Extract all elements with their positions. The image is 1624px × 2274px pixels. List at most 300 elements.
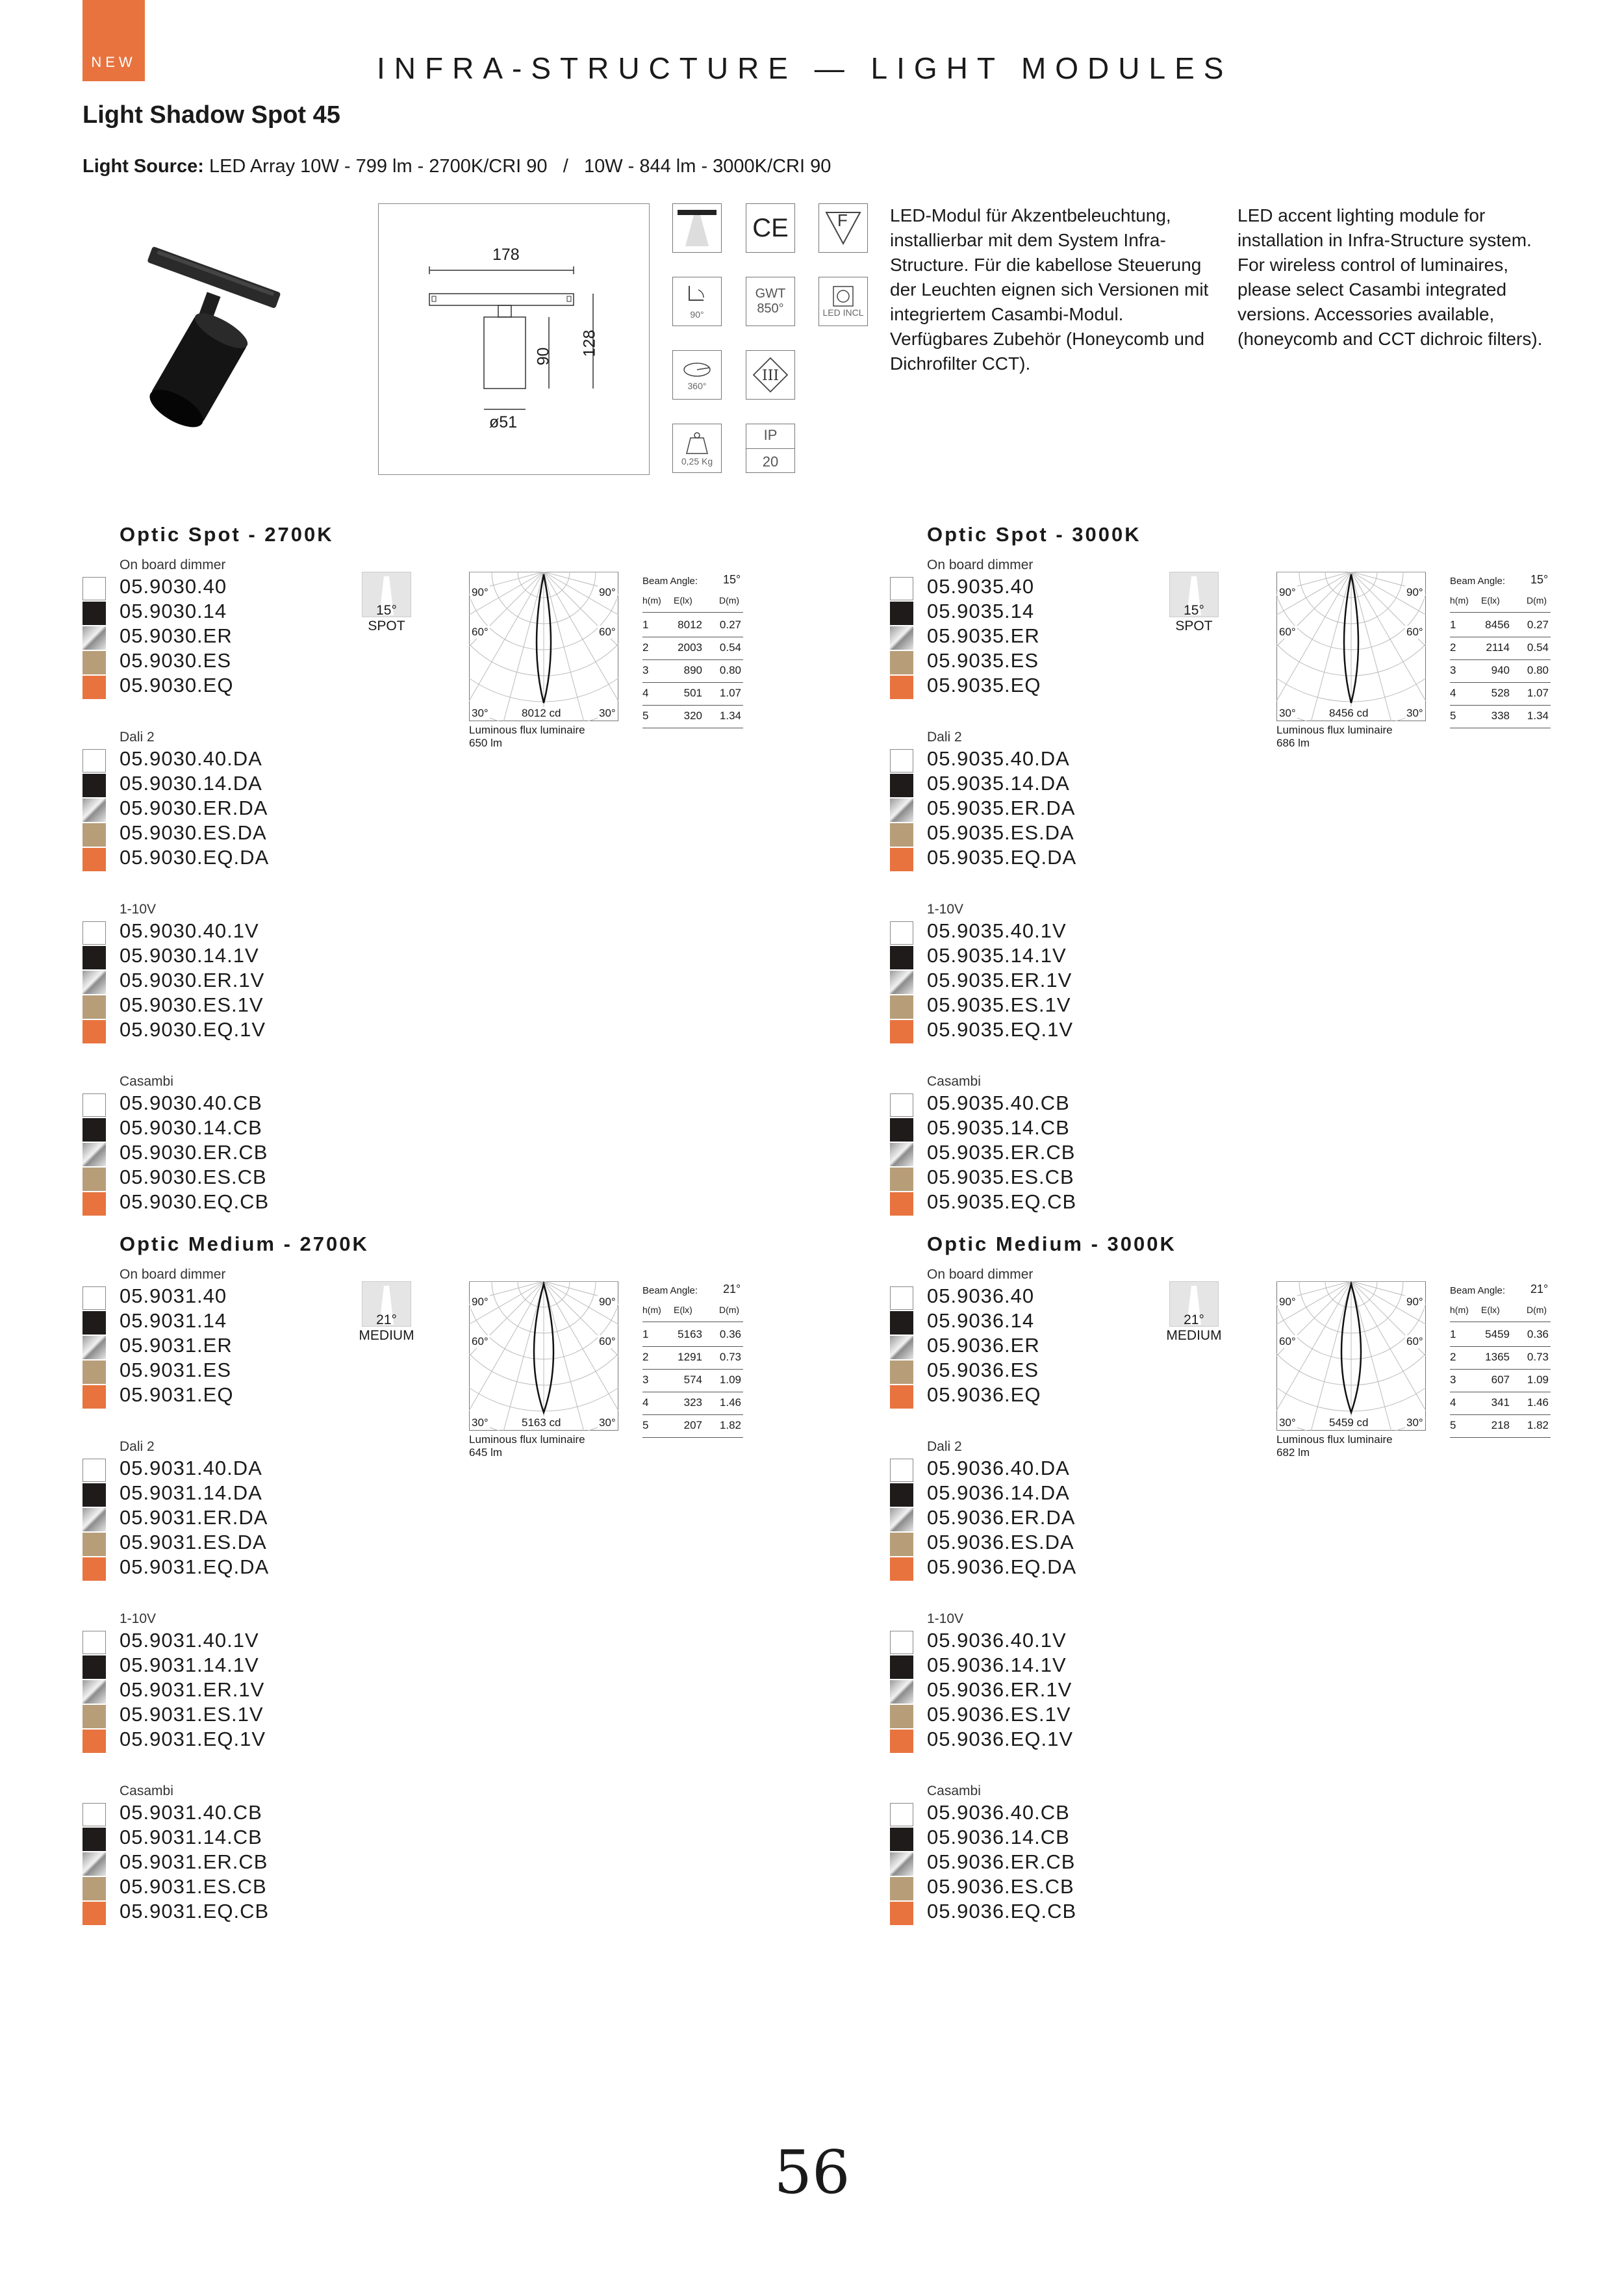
table-cell: 940 <box>1491 664 1510 676</box>
product-code-row <box>82 1900 407 1924</box>
beam-angle-number: 15° <box>1530 573 1549 586</box>
product-code-row <box>890 797 1215 821</box>
polar-label-90-left: 90° <box>1279 1296 1296 1308</box>
luminous-flux-value: 645 lm <box>469 1446 503 1459</box>
table-row <box>642 1347 743 1370</box>
product-code-row <box>82 1359 407 1383</box>
ce-mark-icon: CE <box>746 203 795 253</box>
table-row <box>642 637 743 660</box>
product-code: 05.9030.ES.1V <box>120 993 264 1016</box>
table-row <box>1450 706 1551 728</box>
table-row <box>642 660 743 683</box>
polar-label-30-right: 30° <box>599 707 616 719</box>
finish-swatch <box>82 1631 106 1654</box>
ip-rating-icon <box>746 424 795 473</box>
finish-swatch <box>890 1533 913 1556</box>
product-code: 05.9031.40.DA <box>120 1457 262 1479</box>
product-code-row <box>82 1383 407 1407</box>
table-cell: 0.80 <box>719 664 741 676</box>
beam-type-label: MEDIUM <box>359 1328 414 1343</box>
product-code-row <box>82 1190 407 1214</box>
polar-label-90-left: 90° <box>472 586 488 598</box>
polar-label-90-left: 90° <box>1279 586 1296 598</box>
table-header <box>1450 1301 1551 1322</box>
table-cell: 5459 <box>1485 1328 1510 1340</box>
finish-swatch <box>890 1902 913 1925</box>
table-cell: 1.46 <box>719 1396 741 1409</box>
product-code: 05.9030.ES <box>120 649 232 672</box>
luminous-flux-label: Luminous flux luminaire <box>469 724 585 736</box>
finish-swatch <box>890 602 913 625</box>
product-code: 05.9030.EQ.1V <box>120 1018 266 1041</box>
table-header <box>642 1301 743 1322</box>
product-code-row <box>82 772 407 796</box>
dim-width: 178 <box>492 246 520 264</box>
finish-swatch <box>82 1168 106 1191</box>
table-header-cell: D(m) <box>719 595 740 606</box>
table-cell: 2003 <box>678 641 702 654</box>
section-title: INFRA-STRUCTURE — LIGHT MODULES <box>377 51 1233 85</box>
product-code: 05.9030.ES.CB <box>120 1166 267 1188</box>
finish-swatch <box>82 1020 106 1043</box>
polar-diagram <box>1276 572 1426 721</box>
product-code: 05.9035.ER.CB <box>927 1141 1076 1164</box>
product-code-row <box>82 1116 407 1140</box>
finish-swatch <box>890 1803 913 1826</box>
weight-icon <box>672 424 722 473</box>
table-row <box>642 1415 743 1438</box>
product-code: 05.9035.ES.1V <box>927 993 1071 1016</box>
product-code-row <box>890 772 1215 796</box>
product-code: 05.9031.ER.CB <box>120 1850 268 1873</box>
product-code-row <box>890 1801 1215 1825</box>
product-code: 05.9031.ES.DA <box>120 1531 267 1553</box>
table-cell: 1.82 <box>719 1419 741 1431</box>
product-code: 05.9036.40.1V <box>927 1629 1067 1652</box>
table-cell: 1.07 <box>1527 687 1549 699</box>
finish-swatch <box>890 1459 913 1482</box>
product-code: 05.9035.ES.DA <box>927 821 1074 844</box>
table-cell: 1.09 <box>1527 1373 1549 1386</box>
table-cell: 0.80 <box>1527 664 1549 676</box>
product-code: 05.9031.ER <box>120 1334 233 1357</box>
table-header-cell: h(m) <box>1450 1305 1469 1315</box>
table-cell: 1 <box>642 1328 649 1340</box>
product-code: 05.9036.14.DA <box>927 1481 1070 1504</box>
table-header-cell: D(m) <box>1527 1305 1547 1315</box>
product-code: 05.9031.EQ <box>120 1383 234 1406</box>
product-code: 05.9031.ES.CB <box>120 1875 267 1898</box>
dim-height-total: 128 <box>580 329 599 357</box>
light-source <box>82 156 831 177</box>
product-code: 05.9036.ES.1V <box>927 1703 1071 1726</box>
product-code-row <box>890 1092 1215 1116</box>
finish-swatch <box>890 1143 913 1166</box>
finish-swatch <box>890 1631 913 1654</box>
dimming-group-label: 1-10V <box>120 902 157 917</box>
product-code-row <box>890 1190 1215 1214</box>
finish-swatch <box>890 1483 913 1507</box>
table-cell: 5 <box>642 1419 649 1431</box>
finish-swatch <box>82 1655 106 1679</box>
finish-swatch <box>82 848 106 871</box>
table-cell: 3 <box>1450 664 1456 676</box>
luminous-flux-value: 686 lm <box>1276 737 1310 749</box>
product-code: 05.9031.40 <box>120 1284 227 1307</box>
polar-label-60-right: 60° <box>1406 1335 1423 1348</box>
product-code-row <box>890 1900 1215 1924</box>
product-code: 05.9036.40.DA <box>927 1457 1070 1479</box>
table-cell: 341 <box>1491 1396 1510 1409</box>
product-code: 05.9036.14.1V <box>927 1654 1067 1676</box>
finish-swatch <box>82 1143 106 1166</box>
product-code-row <box>890 1457 1215 1481</box>
table-row <box>1450 1324 1551 1347</box>
product-code-row <box>890 944 1215 968</box>
table-row <box>1450 1392 1551 1415</box>
finish-swatch <box>82 626 106 650</box>
product-code: 05.9035.40 <box>927 575 1035 598</box>
polar-diagram <box>469 572 618 721</box>
table-cell: 890 <box>683 664 702 676</box>
finish-swatch <box>890 1192 913 1216</box>
dimming-group-label: Dali 2 <box>120 1439 155 1454</box>
product-code: 05.9035.14.CB <box>927 1116 1070 1139</box>
f-mark-label: F <box>837 211 848 230</box>
product-code: 05.9035.40.CB <box>927 1092 1070 1114</box>
finish-swatch <box>890 1680 913 1704</box>
product-code: 05.9030.14 <box>120 600 227 622</box>
polar-label-60-left: 60° <box>1279 626 1296 638</box>
product-code-row <box>890 674 1215 698</box>
product-code: 05.9036.ES.CB <box>927 1875 1074 1898</box>
gwt-value: 850° <box>757 301 784 316</box>
product-code: 05.9035.EQ.1V <box>927 1018 1073 1041</box>
table-cell: 320 <box>683 709 702 722</box>
dimming-group-label: Dali 2 <box>120 730 155 745</box>
table-cell: 3 <box>1450 1373 1456 1386</box>
product-code-row <box>82 797 407 821</box>
dimming-group-label: Casambi <box>120 1074 173 1089</box>
product-code: 05.9036.EQ <box>927 1383 1041 1406</box>
polar-label-30-left: 30° <box>1279 707 1296 719</box>
finish-swatch <box>82 577 106 600</box>
product-code: 05.9031.ER.1V <box>120 1678 265 1701</box>
table-header <box>642 591 743 613</box>
peak-intensity: 8012 cd <box>520 707 563 720</box>
table-cell: 3 <box>642 664 649 676</box>
product-code-row <box>82 919 407 943</box>
led-included-icon <box>818 277 868 326</box>
table-cell: 1.34 <box>1527 709 1549 722</box>
finish-swatch <box>82 749 106 773</box>
product-code-row <box>890 1850 1215 1874</box>
product-code-row <box>890 747 1215 771</box>
class-three-icon <box>746 350 795 400</box>
table-row <box>642 615 743 637</box>
product-code: 05.9031.ER.DA <box>120 1506 268 1529</box>
product-code-row <box>890 1018 1215 1042</box>
polar-label-60-right: 60° <box>599 626 616 638</box>
table-cell: 207 <box>683 1419 702 1431</box>
product-section <box>890 523 1624 1238</box>
product-code-row <box>82 1092 407 1116</box>
finish-swatch <box>82 651 106 674</box>
finish-swatch <box>890 971 913 994</box>
finish-swatch <box>890 823 913 847</box>
table-row <box>1450 637 1551 660</box>
led-included-label: LED INCL <box>822 307 864 318</box>
finish-swatch <box>82 1557 106 1581</box>
product-code: 05.9035.ER <box>927 624 1040 647</box>
product-code: 05.9036.ER.CB <box>927 1850 1076 1873</box>
table-row <box>642 1324 743 1347</box>
table-cell: 1.34 <box>719 709 741 722</box>
finish-swatch <box>82 602 106 625</box>
product-code-row <box>890 649 1215 673</box>
dim-height-body: 90 <box>534 347 553 366</box>
product-code: 05.9031.14.CB <box>120 1826 262 1848</box>
product-code: 05.9036.14.CB <box>927 1826 1070 1848</box>
table-cell: 2 <box>642 1351 649 1363</box>
product-code-row <box>890 1383 1215 1407</box>
product-code: 05.9035.14.1V <box>927 944 1067 967</box>
table-header-cell: E(lx) <box>1481 595 1500 606</box>
table-row <box>1450 1415 1551 1438</box>
table-row <box>642 1392 743 1415</box>
table-header-cell: E(lx) <box>1481 1305 1500 1315</box>
table-cell: 0.27 <box>719 619 741 631</box>
product-code: 05.9031.ES.1V <box>120 1703 264 1726</box>
technical-drawing <box>378 203 650 475</box>
finish-swatch <box>82 1093 106 1117</box>
beam-angle-label: Beam Angle: <box>642 576 698 587</box>
finish-swatch <box>890 1655 913 1679</box>
finish-swatch <box>82 1385 106 1409</box>
table-cell: 574 <box>683 1373 702 1386</box>
section-heading: Optic Medium - 3000K <box>927 1233 1176 1255</box>
finish-swatch <box>82 1118 106 1142</box>
finish-swatch <box>82 995 106 1019</box>
product-code: 05.9031.40.1V <box>120 1629 259 1652</box>
product-code-row <box>82 674 407 698</box>
beam-type-label: SPOT <box>1175 619 1213 633</box>
polar-diagram <box>469 1281 618 1431</box>
table-cell: 4 <box>1450 687 1456 699</box>
table-row <box>1450 1370 1551 1392</box>
product-code-row <box>82 1703 407 1727</box>
product-code-row <box>82 1481 407 1505</box>
beam-type-label: MEDIUM <box>1166 1328 1222 1343</box>
beam-angle-label: Beam Angle: <box>1450 1285 1506 1296</box>
finish-swatch <box>82 1852 106 1876</box>
product-code: 05.9035.EQ.CB <box>927 1190 1077 1213</box>
polar-label-90-left: 90° <box>472 1296 488 1308</box>
table-cell: 0.36 <box>1527 1328 1549 1340</box>
table-header-cell: h(m) <box>642 595 661 606</box>
product-code: 05.9035.ES <box>927 649 1039 672</box>
peak-intensity: 5459 cd <box>1327 1416 1371 1429</box>
dimming-group-label: 1-10V <box>927 1611 964 1626</box>
table-cell: 5 <box>1450 709 1456 722</box>
product-code: 05.9030.40.DA <box>120 747 262 770</box>
light-source-value: LED Array 10W - 799 lm - 2700K/CRI 90 / 10W - 844 lm - 3000K/CRI 90 <box>209 156 831 177</box>
finish-swatch <box>82 1902 106 1925</box>
table-cell: 1.46 <box>1527 1396 1549 1409</box>
table-cell: 338 <box>1491 709 1510 722</box>
table-cell: 2 <box>1450 641 1456 654</box>
finish-swatch <box>890 1336 913 1359</box>
polar-label-60-left: 60° <box>472 1335 488 1348</box>
polar-label-60-right: 60° <box>599 1335 616 1348</box>
product-code-row <box>82 1728 407 1752</box>
finish-swatch <box>890 1557 913 1581</box>
luminous-flux-label: Luminous flux luminaire <box>1276 724 1393 736</box>
product-code: 05.9030.ER.1V <box>120 969 265 991</box>
finish-swatch <box>82 1828 106 1851</box>
product-code-row <box>82 747 407 771</box>
product-code: 05.9036.EQ.1V <box>927 1728 1073 1750</box>
table-cell: 3 <box>642 1373 649 1386</box>
polar-label-30-right: 30° <box>599 1416 616 1429</box>
section-heading: Optic Spot - 3000K <box>927 523 1141 546</box>
table-header-cell: E(lx) <box>674 595 692 606</box>
finish-swatch <box>82 1877 106 1900</box>
product-code: 05.9035.EQ <box>927 674 1041 696</box>
finish-swatch <box>82 1533 106 1556</box>
finish-swatch <box>82 1286 106 1310</box>
beam-type-label: SPOT <box>368 619 405 633</box>
product-code-row <box>890 1284 1215 1309</box>
finish-swatch <box>890 1311 913 1335</box>
product-code: 05.9030.EQ <box>120 674 234 696</box>
product-code: 05.9030.EQ.DA <box>120 846 270 869</box>
finish-swatch <box>82 1730 106 1753</box>
table-cell: 1 <box>1450 1328 1456 1340</box>
product-name: Light Shadow Spot 45 <box>82 101 340 129</box>
polar-label-30-right: 30° <box>1406 1416 1423 1429</box>
dimming-group-label: On board dimmer <box>120 1267 226 1282</box>
dimming-group-label: On board dimmer <box>927 557 1034 572</box>
finish-swatch <box>890 1705 913 1728</box>
table-cell: 0.73 <box>1527 1351 1549 1363</box>
product-code-row <box>890 1555 1215 1579</box>
finish-swatch <box>890 626 913 650</box>
finish-swatch <box>890 1828 913 1851</box>
finish-swatch <box>82 946 106 969</box>
finish-swatch <box>890 798 913 822</box>
dimming-group-label: Dali 2 <box>927 730 962 745</box>
description-en: LED accent lighting module for installation in Infra-Structure system. For wireless control of luminaires, please select Casambi integrated versions. Accessories available, (honeycomb and CCT dichroic filters). <box>1237 205 1543 349</box>
product-code-row <box>890 821 1215 845</box>
finish-swatch <box>82 823 106 847</box>
finish-swatch <box>890 651 913 674</box>
finish-swatch <box>890 1361 913 1384</box>
polar-label-90-right: 90° <box>599 586 616 598</box>
table-cell: 1 <box>642 619 649 631</box>
polar-label-90-right: 90° <box>599 1296 616 1308</box>
table-cell: 1 <box>1450 619 1456 631</box>
product-code: 05.9036.ER <box>927 1334 1040 1357</box>
finish-swatch <box>82 921 106 945</box>
finish-swatch <box>82 1508 106 1531</box>
product-code-row <box>82 1018 407 1042</box>
product-code: 05.9036.ER.1V <box>927 1678 1072 1701</box>
product-code-row <box>890 1481 1215 1505</box>
table-cell: 5 <box>642 709 649 722</box>
product-code: 05.9036.40 <box>927 1284 1035 1307</box>
dim-diameter: ø51 <box>489 413 518 431</box>
table-cell: 5163 <box>678 1328 702 1340</box>
product-section <box>82 523 862 1238</box>
product-code: 05.9035.14.DA <box>927 772 1070 795</box>
section-heading: Optic Medium - 2700K <box>120 1233 369 1255</box>
finish-swatch <box>82 1311 106 1335</box>
beam-angle-value: 15° <box>1184 603 1204 618</box>
gwt-icon <box>746 277 795 326</box>
table-header-cell: h(m) <box>642 1305 661 1315</box>
product-code-row <box>890 1826 1215 1850</box>
product-code-row <box>82 649 407 673</box>
product-code-row <box>82 944 407 968</box>
product-code: 05.9036.EQ.CB <box>927 1900 1077 1923</box>
product-code-row <box>82 1141 407 1165</box>
product-code-row <box>82 1284 407 1309</box>
product-code-row <box>890 1141 1215 1165</box>
product-section <box>82 1233 862 1947</box>
table-cell: 0.27 <box>1527 619 1549 631</box>
tilt-label: 90° <box>690 309 704 320</box>
table-header-cell: D(m) <box>719 1305 740 1315</box>
finish-swatch <box>890 946 913 969</box>
ip-label: IP <box>763 426 778 443</box>
table-cell: 1.07 <box>719 687 741 699</box>
finish-swatch <box>890 921 913 945</box>
product-code-row <box>82 821 407 845</box>
beam-angle-label: Beam Angle: <box>1450 576 1506 587</box>
product-code: 05.9035.ER.DA <box>927 797 1076 819</box>
table-cell: 218 <box>1491 1419 1510 1431</box>
product-code: 05.9035.14 <box>927 600 1035 622</box>
finish-swatch <box>890 1118 913 1142</box>
product-code: 05.9036.ER.DA <box>927 1506 1076 1529</box>
beam-angle-number: 21° <box>1530 1283 1549 1296</box>
dimming-group-label: On board dimmer <box>120 557 226 572</box>
table-cell: 1.82 <box>1527 1419 1549 1431</box>
finish-swatch <box>82 798 106 822</box>
table-header-cell: h(m) <box>1450 595 1469 606</box>
product-code-row <box>890 969 1215 993</box>
product-code: 05.9031.14.DA <box>120 1481 262 1504</box>
product-code: 05.9036.ES <box>927 1359 1039 1381</box>
product-code: 05.9035.40.DA <box>927 747 1070 770</box>
table-header-cell: D(m) <box>1527 595 1547 606</box>
finish-swatch <box>890 749 913 773</box>
finish-swatch <box>890 1168 913 1191</box>
product-code: 05.9030.40 <box>120 575 227 598</box>
spot-optic-icon <box>672 203 722 253</box>
product-code: 05.9036.40.CB <box>927 1801 1070 1824</box>
polar-diagram <box>1276 1281 1426 1431</box>
finish-swatch <box>82 1705 106 1728</box>
luminous-flux-label: Luminous flux luminaire <box>469 1433 585 1446</box>
product-code: 05.9030.EQ.CB <box>120 1190 270 1213</box>
product-code-row <box>890 1654 1215 1678</box>
product-code: 05.9031.EQ.DA <box>120 1555 270 1578</box>
product-code: 05.9030.40.CB <box>120 1092 262 1114</box>
dimming-group-label: Dali 2 <box>927 1439 962 1454</box>
table-row <box>1450 660 1551 683</box>
